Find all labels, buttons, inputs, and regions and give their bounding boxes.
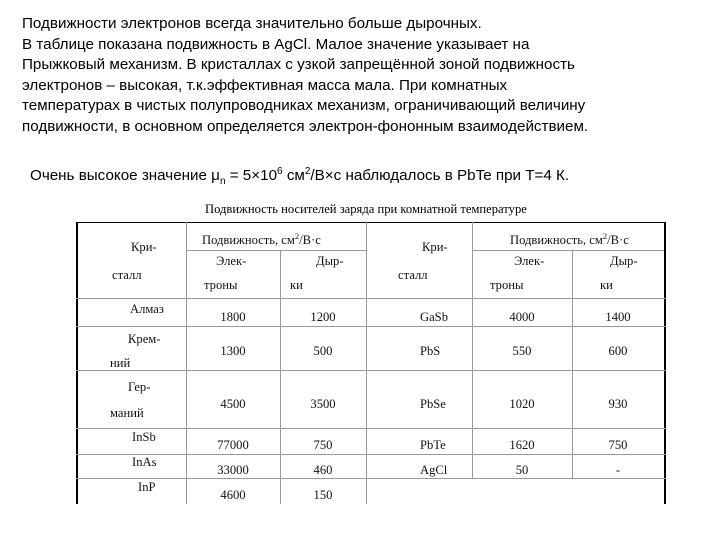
table-border-left xyxy=(76,222,78,504)
mobility-table xyxy=(76,222,666,504)
header-crystal-right-line1: Кри- xyxy=(422,240,448,254)
mobility-exponent: 2 xyxy=(294,231,300,241)
subheader-rule-left xyxy=(186,250,366,251)
table-border-top xyxy=(76,222,666,223)
row-holes-left: 460 xyxy=(313,463,333,477)
mu-subscript: n xyxy=(219,176,226,188)
note-prefix: Очень высокое значение μ xyxy=(30,167,220,185)
row-rule xyxy=(76,370,666,371)
header-holes-left-line2: ки xyxy=(290,278,303,292)
col-rule xyxy=(186,222,187,504)
row-crystal-right: PbSe xyxy=(420,397,446,411)
row-electrons-left: 4500 xyxy=(220,397,246,411)
subheader-rule-right xyxy=(472,250,664,251)
paragraph-line: Прыжковый механизм. В кристаллах с узкой запрещённой зоной подвижность xyxy=(22,56,575,74)
row-electrons-left: 33000 xyxy=(217,463,249,477)
mobility-label: Подвижность, см xyxy=(510,233,603,248)
mobility-unit: /В·с xyxy=(607,233,629,248)
mobility-exponent: 2 xyxy=(602,231,608,241)
row-crystal-left: Алмаз xyxy=(130,302,164,316)
row-electrons-right: 50 xyxy=(515,463,529,477)
header-holes-right-line1: Дыр- xyxy=(610,254,638,268)
note-tail: /В×с наблюдалось в PbTe при T=4 К. xyxy=(310,167,570,185)
row-crystal-left: InAs xyxy=(132,455,157,469)
row-crystal-left-line2: ний xyxy=(110,356,131,370)
row-crystal-right: GaSb xyxy=(420,310,448,324)
table-border-right xyxy=(664,222,666,504)
row-electrons-left: 77000 xyxy=(217,438,249,452)
header-holes-left-line1: Дыр- xyxy=(316,254,344,268)
row-holes-right: 1400 xyxy=(605,310,631,324)
col-rule xyxy=(280,250,281,504)
header-electrons-left-line1: Элек- xyxy=(216,254,247,268)
table-caption: Подвижность носителей заряда при комнатной температуре xyxy=(205,202,527,216)
paragraph-line: Подвижности электронов всегда значительно больше дырочных. xyxy=(22,15,482,32)
row-electrons-right: 1020 xyxy=(509,397,535,411)
row-holes-left: 150 xyxy=(313,488,333,502)
row-holes-right: 600 xyxy=(608,344,628,358)
paragraph-line: электронов – высокая, т.к.эффективная масса мала. При комнатных xyxy=(22,76,508,94)
row-electrons-left: 1800 xyxy=(220,310,246,324)
row-rule xyxy=(76,428,666,429)
row-crystal-left-line1: Гер- xyxy=(128,380,151,394)
paragraph-line: температурах в чистых полупроводниках механизм, ограничивающий величину xyxy=(22,97,586,115)
unit-exponent: 2 xyxy=(304,166,311,177)
row-crystal-left: InSb xyxy=(132,430,156,444)
header-rule xyxy=(76,298,666,299)
row-electrons-right: 4000 xyxy=(509,310,535,324)
row-crystal-left-line2: маний xyxy=(110,406,144,420)
col-rule xyxy=(472,222,473,478)
row-holes-left: 3500 xyxy=(310,397,336,411)
row-rule xyxy=(76,478,666,479)
row-holes-left: 500 xyxy=(313,344,333,358)
row-holes-right: 750 xyxy=(608,438,628,452)
row-crystal-left: InP xyxy=(138,480,156,494)
header-mobility-left xyxy=(202,231,321,248)
header-electrons-right-line2: троны xyxy=(490,278,524,292)
paragraph-line: В таблице показана подвижность в AgCl. Малое значение указывает на xyxy=(22,35,530,53)
row-electrons-right: 550 xyxy=(512,344,532,358)
intro-paragraph xyxy=(22,14,712,138)
row-rule xyxy=(76,454,666,455)
header-crystal-right-line2: сталл xyxy=(398,268,428,282)
row-holes-left: 1200 xyxy=(310,310,336,324)
row-electrons-right: 1620 xyxy=(509,438,535,452)
mobility-label: Подвижность, см xyxy=(202,233,295,248)
row-crystal-right: PbTe xyxy=(420,438,446,452)
header-holes-right-line2: ки xyxy=(600,278,613,292)
col-rule xyxy=(366,222,367,504)
unit-text: см xyxy=(282,167,305,185)
header-electrons-left-line2: троны xyxy=(204,278,238,292)
header-mobility-right xyxy=(510,231,629,248)
col-rule xyxy=(572,250,573,478)
high-mobility-note xyxy=(30,166,569,187)
row-holes-left: 750 xyxy=(313,438,333,452)
mobility-unit: /В·с xyxy=(299,233,321,248)
row-crystal-right: PbS xyxy=(420,344,441,358)
row-electrons-left: 1300 xyxy=(220,344,246,358)
header-crystal-left-line1: Кри- xyxy=(131,240,157,254)
row-electrons-left: 4600 xyxy=(220,488,246,502)
header-crystal-left-line2: сталл xyxy=(112,268,142,282)
note-mid: = 5×10 xyxy=(225,167,278,185)
paragraph-line: подвижности, в основном определяется электрон-фононным взаимодействием. xyxy=(22,117,589,135)
header-electrons-right-line1: Элек- xyxy=(514,254,545,268)
row-rule xyxy=(76,326,666,327)
row-holes-right: 930 xyxy=(608,397,628,411)
row-crystal-right: AgCl xyxy=(420,463,448,477)
row-holes-right: - xyxy=(615,463,621,477)
row-crystal-left-line1: Крем- xyxy=(128,332,161,346)
power-exponent: 6 xyxy=(277,166,283,177)
